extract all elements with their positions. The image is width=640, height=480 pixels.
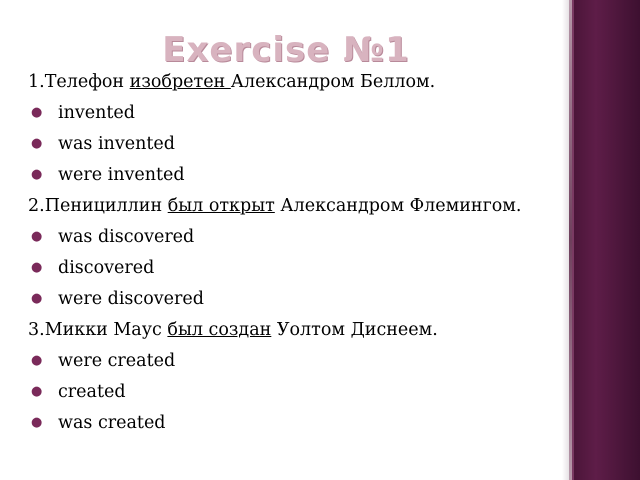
option-3-3[interactable] — [28, 411, 558, 435]
bullet-dot-icon: ● — [31, 291, 43, 306]
option-2-1[interactable] — [28, 225, 558, 249]
question-2-answer: был открыт — [167, 196, 275, 216]
bullet-dot-icon: ● — [31, 167, 43, 182]
bullet-dot-icon: ● — [31, 353, 43, 368]
question-2 — [28, 194, 558, 218]
bullet-dot-icon: ● — [31, 260, 43, 275]
option-label: were invented — [58, 165, 185, 185]
question-3-suffix: Уолтом Диснеем. — [271, 320, 438, 340]
question-3-prefix: 3.Микки Маус — [28, 320, 168, 340]
question-2-suffix: Александром Флемингом. — [274, 196, 522, 216]
exercise-body — [28, 70, 558, 442]
option-label: was invented — [58, 134, 175, 154]
option-label: was discovered — [58, 227, 195, 247]
option-label: created — [58, 382, 126, 402]
question-3-answer: был создан — [167, 320, 272, 340]
option-2-3[interactable] — [28, 287, 558, 311]
bullet-dot-icon: ● — [31, 136, 43, 151]
bullet-dot-icon: ● — [31, 229, 43, 244]
question-1-suffix: Александром Беллом. — [230, 72, 436, 92]
option-1-3[interactable] — [28, 163, 558, 187]
option-label: were created — [58, 351, 176, 371]
option-label: invented — [58, 103, 135, 123]
option-label: was created — [58, 413, 166, 433]
option-3-1[interactable] — [28, 349, 558, 373]
sidebar-stripe — [572, 0, 640, 480]
option-1-1[interactable] — [28, 101, 558, 125]
option-label: were discovered — [58, 289, 204, 309]
question-1-answer: изобретен — [129, 72, 231, 92]
sidebar-edge — [572, 0, 574, 480]
option-label: discovered — [58, 258, 155, 278]
option-1-2[interactable] — [28, 132, 558, 156]
bullet-dot-icon: ● — [31, 384, 43, 399]
question-3 — [28, 318, 558, 342]
bullet-dot-icon: ● — [31, 105, 43, 120]
slide-title: Exercise №1 — [162, 30, 410, 70]
option-2-2[interactable] — [28, 256, 558, 280]
question-2-prefix: 2.Пенициллин — [28, 196, 168, 216]
question-1-prefix: 1.Телефон — [28, 72, 130, 92]
bullet-dot-icon: ● — [31, 415, 43, 430]
question-1 — [28, 70, 558, 94]
option-3-2[interactable] — [28, 380, 558, 404]
